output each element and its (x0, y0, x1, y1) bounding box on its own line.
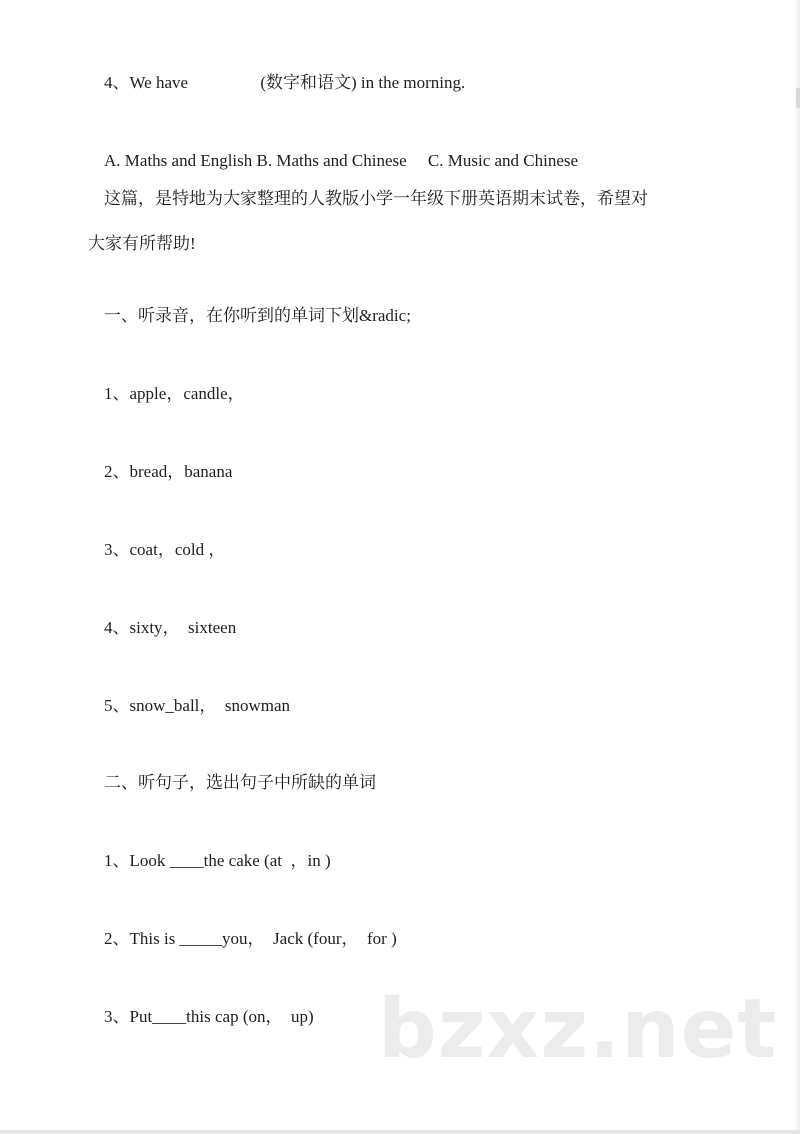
page-bottom-edge (0, 1130, 800, 1134)
word-pair-3: 3、coat，cold ， (104, 540, 226, 559)
question-4-line: 4、We have (数字和语文) in the morning. (104, 73, 466, 92)
section-1-heading: 一、听录音，在你听到的单词下划&radic; (104, 306, 411, 325)
intro-text-line-2: 大家有所帮助! (88, 234, 196, 253)
intro-text-line-1: 这篇，是特地为大家整理的人教版小学一年级下册英语期末试卷，希望对 (104, 189, 648, 208)
sentence-1: 1、Look ____the cake (at ，in ) (104, 851, 331, 870)
sentence-3: 3、Put____this cap (on， up) (104, 1007, 314, 1026)
section-2-heading: 二、听句子，选出句子中所缺的单词 (104, 773, 376, 792)
word-pair-2: 2、bread，banana (104, 462, 233, 481)
sentence-2: 2、This is _____you， Jack (four， for ) (104, 929, 397, 948)
answer-options: A. Maths and English B. Maths and Chinese C. Music and Chinese (104, 151, 579, 170)
word-pair-1: 1、apple，candle， (104, 384, 245, 403)
word-pair-5: 5、snow_ball， snowman (104, 696, 291, 715)
watermark-text: bzxz.net (378, 982, 778, 1077)
word-pair-4: 4、sixty， sixteen (104, 618, 237, 637)
scroll-handle[interactable] (796, 88, 800, 108)
page-right-edge (794, 0, 800, 1134)
